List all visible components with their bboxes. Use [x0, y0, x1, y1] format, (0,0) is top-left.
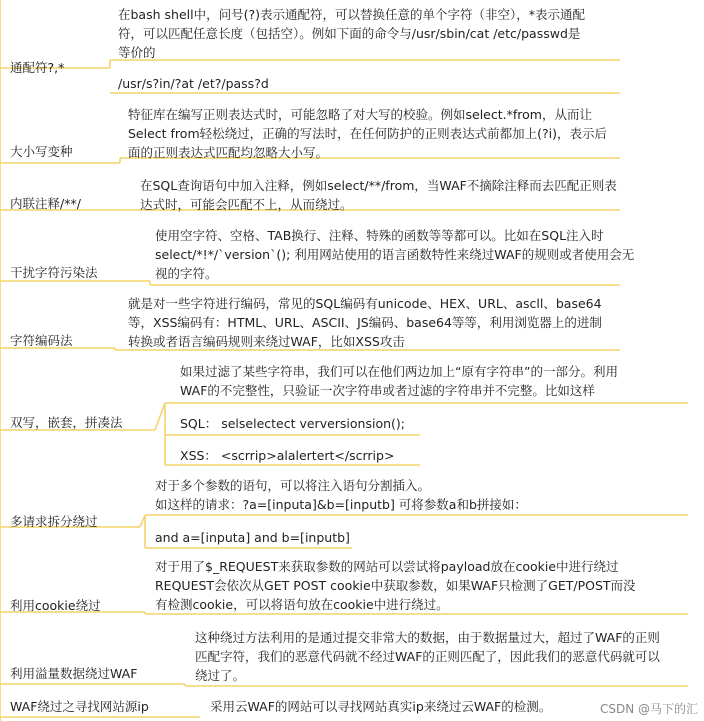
branch-label: 双写，嵌套，拼凑法: [10, 415, 123, 430]
branch-label: 多请求拆分绕过: [10, 514, 98, 529]
text-line: 采用云WAF的网站可以寻找网站真实ip来绕过云WAF的检测。: [210, 699, 552, 714]
branch-text: [180, 414, 405, 433]
text-line: 视的字符。: [155, 266, 218, 281]
branch-text: [128, 105, 607, 162]
text-line: Select from轻松绕过，正确的写法时，在任何防护的正则表达式前都加上(?i)，表示后: [128, 126, 607, 141]
text-line: 有检测cookie，可以将语句放在cookie中进行绕过。: [155, 597, 449, 612]
text-line: 如这样的请求：?a=[inputa]&b=[inputb] 可将参数a和b拼接如：: [155, 497, 527, 512]
branch-label: 利用溢量数据绕过WAF: [10, 666, 138, 681]
branch-text: [210, 697, 551, 716]
text-line: 在SQL查询语句中加入注释，例如select/**/from，当WAF不摘除注释而去匹配正则表: [140, 178, 617, 193]
text-line: select/*!*/`version`(); 利用网站使用的语言函数特性来绕过WAF的规则或者使用会无: [155, 247, 635, 262]
branch-text: [140, 176, 617, 214]
branch-text: [118, 5, 585, 62]
branch-text: [118, 74, 269, 93]
branch-label: 大小写变种: [10, 144, 73, 159]
text-line: 就是对一些字符进行编码，常见的SQL编码有unicode、HEX、URL、ascll、base64: [128, 296, 602, 311]
branch-text: [128, 294, 602, 351]
branch-text: [155, 226, 634, 283]
text-line: 在bash shell中，问号(?)表示通配符，可以替换任意的单个字符（非空），*表示通配: [118, 7, 585, 22]
text-line: 如果过滤了某些字符串，我们可以在他们两边加上“原有字符串”的一部分。利用: [180, 364, 618, 379]
branch-label: 干扰字符污染法: [10, 265, 98, 280]
text-line: 面的正则表达式匹配均忽略大小写。: [128, 145, 329, 160]
text-line: 对于多个参数的语句，可以将注入语句分割插入。: [155, 478, 431, 493]
branch-label: 字符编码法: [10, 333, 73, 348]
text-line: 等，XSS编码有：HTML、URL、ASCII、JS编码、base64等等，利用浏览器上的进制: [128, 315, 602, 330]
text-line: WAF的不完整性，只验证一次字符串或者过滤的字符串并不完整。比如这样: [180, 383, 595, 398]
branch-label: 利用cookie绕过: [10, 598, 101, 613]
text-line: 对于用了$_REQUEST来获取参数的网站可以尝试将payload放在cookie中进行绕过: [155, 559, 619, 574]
text-line: 这种绕过方法利用的是通过提交非常大的数据，由于数据量过大，超过了WAF的正则: [195, 630, 660, 645]
text-line: XSS： <scrrip>alalertert</scrrip>: [180, 448, 395, 463]
watermark: CSDN @马下的汇: [599, 702, 698, 716]
text-line: 特征库在编写正则表达式时，可能忽略了对大写的校验。例如select.*from，从而让: [128, 107, 592, 122]
text-line: 等价的: [118, 45, 156, 60]
branch-label: 内联注释/**/: [10, 196, 81, 211]
branch-text: [180, 362, 618, 400]
branch-label: WAF绕过之寻找网站源ip: [10, 699, 149, 714]
branch-connector: [155, 403, 165, 430]
text-line: 符，可以匹配任意长度（包括空）。例如下面的命令与/usr/sbin/cat /etc/passwd是: [118, 26, 581, 41]
text-line: 使用空字符、空格、TAB换行、注释、特殊的函数等等都可以。比如在SQL注入时: [155, 228, 604, 243]
branch-text: [155, 528, 350, 547]
branch-label: 通配符?,*: [10, 60, 65, 75]
branch-text: [195, 628, 660, 685]
branch-text: [155, 557, 636, 614]
text-line: /usr/s?in/?at /et?/pass?d: [118, 76, 269, 91]
text-line: REQUEST会依次从GET POST cookie中获取参数，如果WAF只检测了GET/POST而没: [155, 578, 636, 593]
branch-text: [180, 446, 394, 465]
text-line: 转换或者语言编码规则来绕过WAF，比如XSS攻击: [128, 334, 405, 349]
text-line: 绕过了。: [195, 668, 246, 683]
text-line: and a=[inputa] and b=[inputb]: [155, 530, 350, 545]
text-line: 匹配字符，我们的恶意代码就不经过WAF的正则匹配了，因此我们的恶意代码就可以: [195, 649, 660, 664]
branch-text: [155, 476, 527, 514]
text-line: SQL： selselectect verversionsion();: [180, 416, 405, 431]
text-line: 达式时，可能会匹配不上，从而绕过。: [140, 197, 353, 212]
